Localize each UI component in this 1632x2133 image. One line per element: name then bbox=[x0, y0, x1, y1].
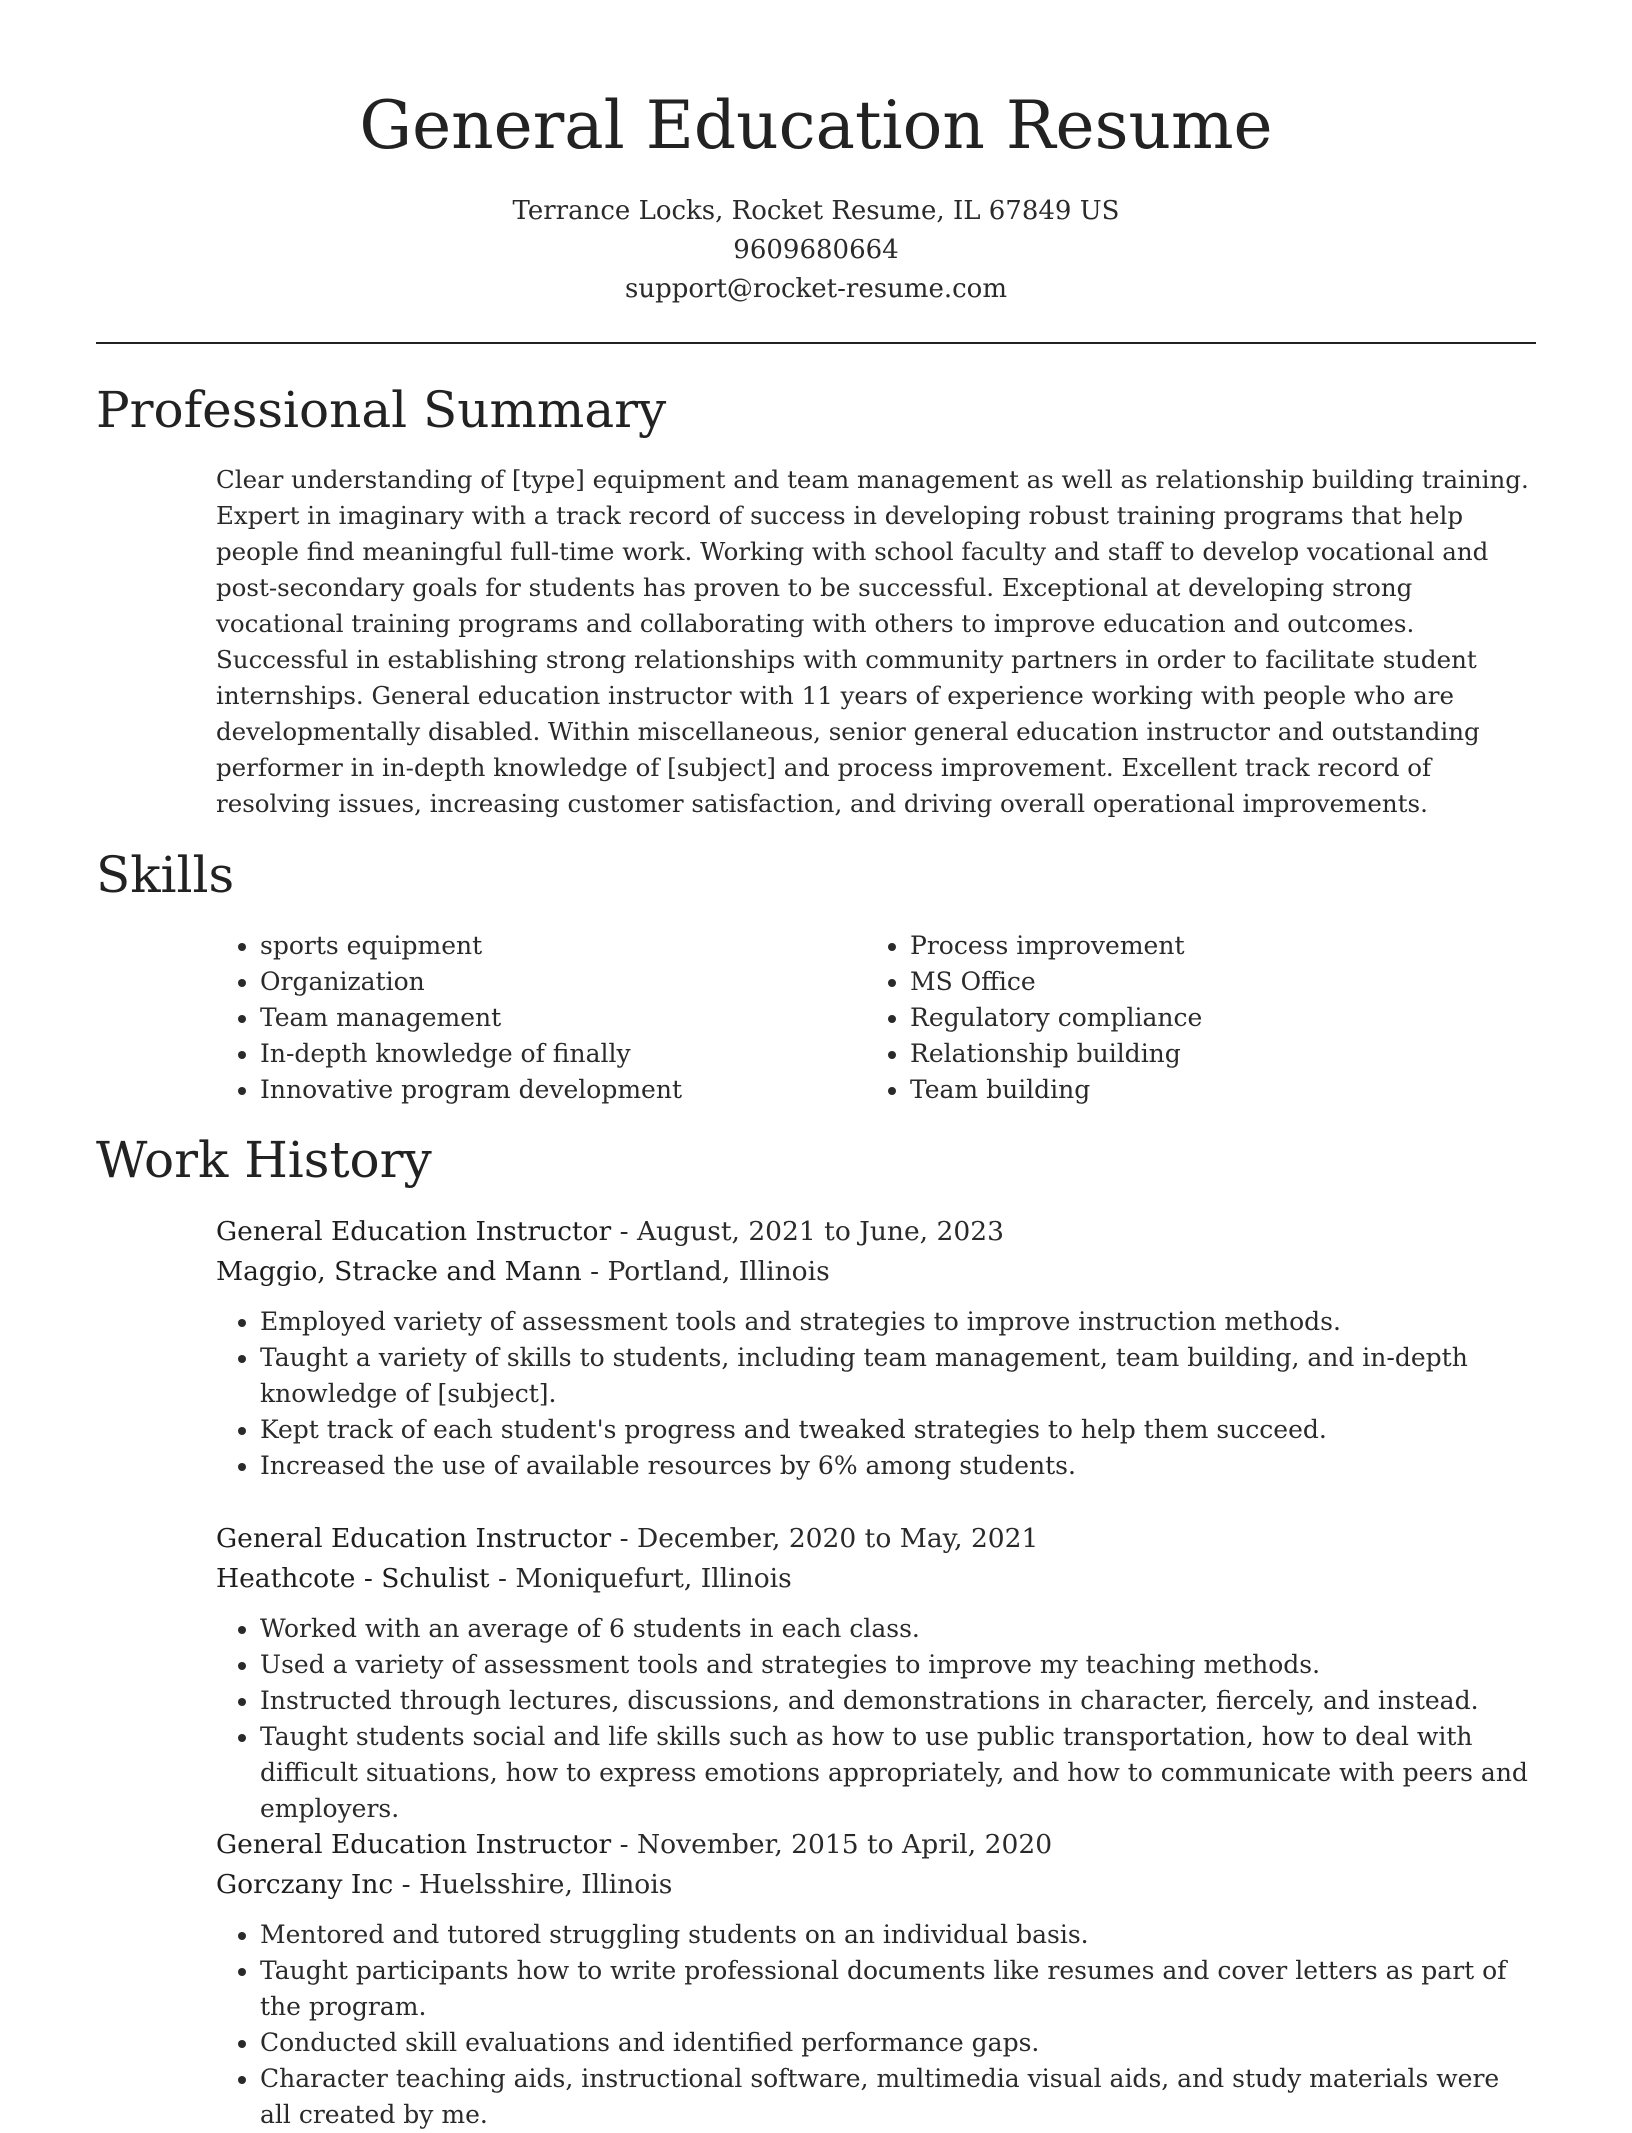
job-dates: - August, 2021 to June, 2023 bbox=[611, 1216, 1004, 1247]
skills-column-right bbox=[866, 928, 1202, 1108]
job-company: Heathcote - Schulist bbox=[216, 1563, 490, 1594]
skill-item: • Team management bbox=[260, 1000, 866, 1036]
job-bullet: • Taught participants how to write professional documents like resumes and cover letters as part of the program. bbox=[260, 1953, 1536, 2025]
job-dates: - November, 2015 to April, 2020 bbox=[611, 1829, 1053, 1860]
job-bullet: • Conducted skill evaluations and identified performance gaps. bbox=[260, 2025, 1536, 2061]
job-bullet: • Instructed through lectures, discussions, and demonstrations in character, fiercely, and instead. bbox=[260, 1683, 1536, 1719]
job-bullet: • Used a variety of assessment tools and strategies to improve my teaching methods. bbox=[260, 1647, 1536, 1683]
skill-item: • Innovative program development bbox=[260, 1072, 866, 1108]
job-location: - Huelsshire, Illinois bbox=[393, 1869, 673, 1900]
job-entry bbox=[216, 1212, 1536, 1484]
skill-item: • Organization bbox=[260, 964, 866, 1000]
job-bullet: • Mentored and tutored struggling students on an individual basis. bbox=[260, 1917, 1536, 1953]
skills-column-left bbox=[216, 928, 866, 1108]
job-location: - Moniquefurt, Illinois bbox=[489, 1563, 792, 1594]
job-location: - Portland, Illinois bbox=[581, 1256, 830, 1287]
job-role: General Education Instructor bbox=[216, 1216, 612, 1247]
job-dates: - December, 2020 to May, 2021 bbox=[611, 1523, 1039, 1554]
job-bullets bbox=[216, 1917, 1536, 2133]
job-role: General Education Instructor bbox=[216, 1523, 612, 1554]
job-company-line bbox=[216, 1865, 1536, 1905]
skills-list bbox=[216, 928, 1536, 1108]
skills-heading: Skills bbox=[96, 846, 235, 904]
job-bullets bbox=[216, 1304, 1536, 1484]
job-title-line bbox=[216, 1825, 1536, 1865]
job-title-line bbox=[216, 1212, 1536, 1252]
job-entry bbox=[216, 1519, 1536, 1827]
job-bullet: • Taught students social and life skills such as how to use public transportation, how to deal with difficult situations, how to express emotions appropriately, and how to communicate with peers and employers. bbox=[260, 1719, 1536, 1827]
contact-email: support@rocket-resume.com bbox=[624, 274, 1007, 304]
summary-heading: Professional Summary bbox=[96, 381, 667, 439]
contact-address: Terrance Locks, Rocket Resume, IL 67849 US bbox=[512, 196, 1120, 226]
job-role: General Education Instructor bbox=[216, 1829, 612, 1860]
skill-item: • In-depth knowledge of finally bbox=[260, 1036, 866, 1072]
resume-title: General Education Resume bbox=[359, 87, 1273, 164]
job-company-line bbox=[216, 1252, 1536, 1292]
contact-info bbox=[0, 192, 1632, 309]
job-entry bbox=[216, 1825, 1536, 2133]
job-bullet: • Worked with an average of 6 students in each class. bbox=[260, 1611, 1536, 1647]
job-company: Maggio, Stracke and Mann bbox=[216, 1256, 582, 1287]
resume-header bbox=[0, 0, 1632, 309]
skill-item: • Process improvement bbox=[910, 928, 1202, 964]
job-company: Gorczany Inc bbox=[216, 1869, 394, 1900]
job-bullet: • Taught a variety of skills to students, including team management, team building, and in-depth knowledge of [subject]. bbox=[260, 1340, 1536, 1412]
job-bullet: • Kept track of each student's progress and tweaked strategies to help them succeed. bbox=[260, 1412, 1536, 1448]
skill-item: • Regulatory compliance bbox=[910, 1000, 1202, 1036]
job-company-line bbox=[216, 1559, 1536, 1599]
job-bullet: • Increased the use of available resources by 6% among students. bbox=[260, 1448, 1536, 1484]
skill-item: • sports equipment bbox=[260, 928, 866, 964]
job-bullet: • Character teaching aids, instructional software, multimedia visual aids, and study materials were all created by me. bbox=[260, 2061, 1536, 2133]
skill-item: • MS Office bbox=[910, 964, 1202, 1000]
job-bullets bbox=[216, 1611, 1536, 1827]
work-history-heading: Work History bbox=[96, 1131, 432, 1189]
header-divider bbox=[96, 342, 1536, 344]
job-bullet: • Employed variety of assessment tools and strategies to improve instruction methods. bbox=[260, 1304, 1536, 1340]
job-title-line bbox=[216, 1519, 1536, 1559]
skill-item: • Relationship building bbox=[910, 1036, 1202, 1072]
skill-item: • Team building bbox=[910, 1072, 1202, 1108]
summary-text: Clear understanding of [type] equipment and team management as well as relationship building training. Expert in imaginary with a track record of success in developing robust training programs that help people find meaningful full-time work. Working with school faculty and staff to develop vocational and post-secondary goals for students has proven to be successful. Exceptional at developing strong vocational training programs and collaborating with others to improve education and outcomes. Successful in establishing strong relationships with community partners in order to facilitate student internships. General education instructor with 11 years of experience working with people who are developmentally disabled. Within miscellaneous, senior general education instructor and outstanding performer in in-depth knowledge of [subject] and process improvement. Excellent track record of resolving issues, increasing customer satisfaction, and driving overall operational improvements. bbox=[216, 465, 1529, 818]
contact-phone: 9609680664 bbox=[733, 235, 899, 265]
